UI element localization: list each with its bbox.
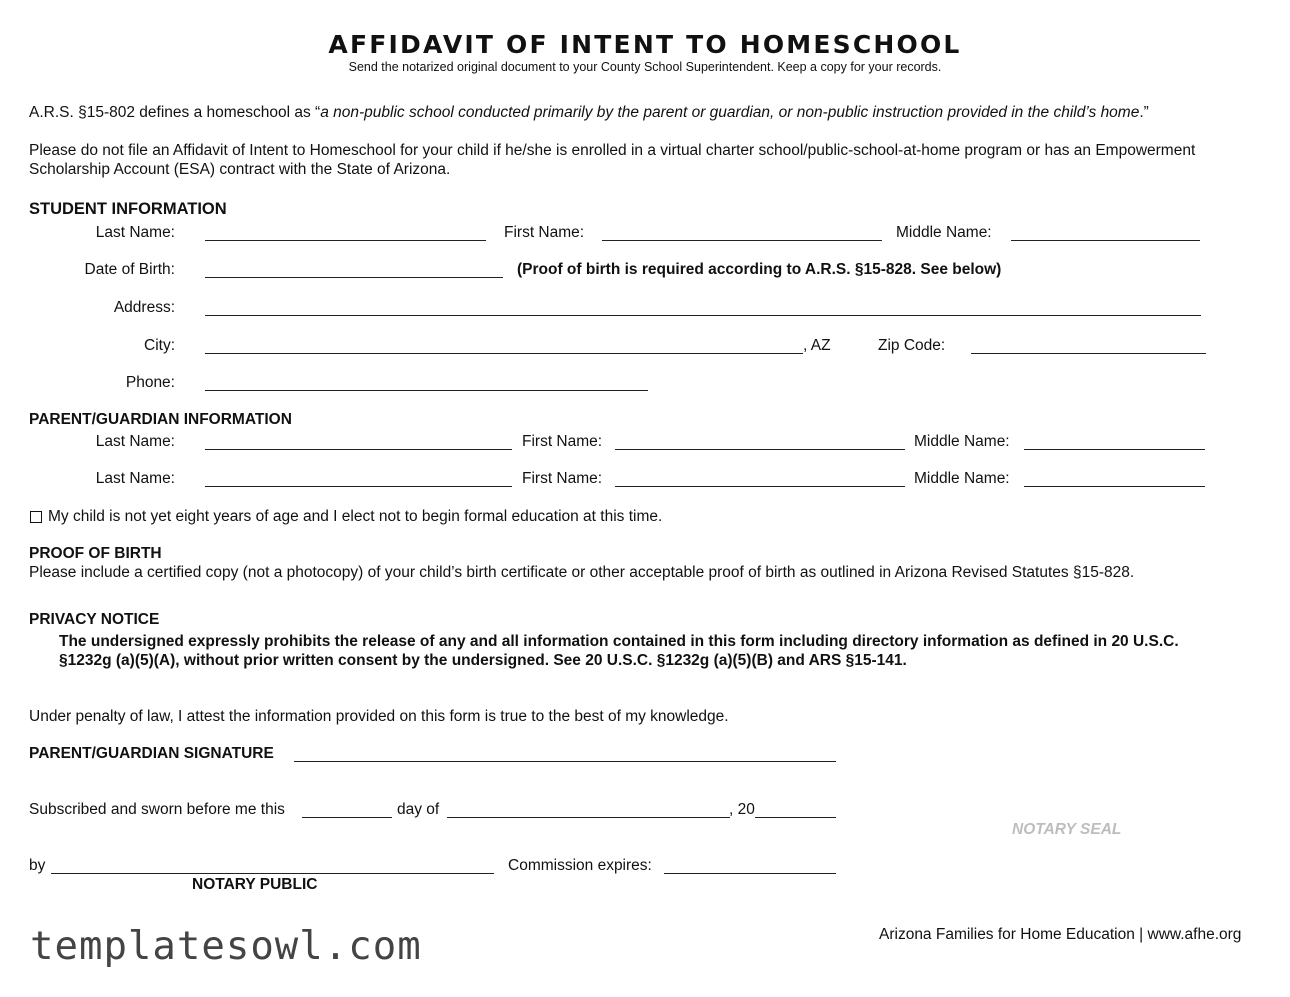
sworn-prefix: Subscribed and sworn before me this — [29, 801, 285, 818]
student-city-field[interactable] — [205, 353, 803, 354]
sworn-year-prefix: , 20 — [729, 801, 755, 818]
student-zip-field[interactable] — [971, 353, 1206, 354]
student-city-label: City: — [144, 337, 175, 354]
student-middle-name-label: Middle Name: — [896, 224, 992, 241]
student-first-name-label: First Name: — [504, 224, 585, 241]
sworn-year-field[interactable] — [755, 817, 836, 818]
privacy-notice-line-2: §1232g (a)(5)(A), without prior written consent by the undersigned. See 20 U.S.C. §1232g (a)(5)(B) and ARS §15-141. — [59, 652, 907, 669]
parent-section-heading: PARENT/GUARDIAN INFORMATION — [29, 411, 292, 428]
privacy-notice-line-1: The undersigned expressly prohibits the release of any and all information contained in this form including directory information as defined in 20 U.S.C. — [59, 633, 1179, 650]
attestation-text: Under penalty of law, I attest the information provided on this form is true to the best of my knowledge. — [29, 708, 729, 725]
parent2-last-name-field[interactable] — [205, 486, 512, 487]
sworn-day-field[interactable] — [302, 817, 392, 818]
notary-seal-label: NOTARY SEAL — [1012, 821, 1122, 838]
notice-line-2: Scholarship Account (ESA) contract with the State of Arizona. — [29, 161, 451, 178]
homeschool-definition — [29, 104, 1149, 122]
form-subtitle: Send the notarized original document to your County School Superintendent. Keep a copy for your records. — [348, 60, 942, 74]
notary-by-label: by — [29, 857, 46, 874]
student-address-label: Address: — [113, 299, 175, 316]
parent1-last-name-field[interactable] — [205, 449, 512, 450]
parent1-middle-name-field[interactable] — [1024, 449, 1205, 450]
definition-suffix: .” — [1139, 104, 1149, 121]
proof-of-birth-heading: PROOF OF BIRTH — [29, 545, 162, 562]
student-middle-name-field[interactable] — [1011, 240, 1200, 241]
student-dob-field[interactable] — [205, 277, 503, 278]
dob-proof-note: (Proof of birth is required according to A.R.S. §15-828. See below) — [517, 261, 1002, 278]
definition-quote: a non-public school conducted primarily by the parent or guardian, or non-public instruction provided in the child’s home — [320, 104, 1140, 121]
signature-label: PARENT/GUARDIAN SIGNATURE — [29, 745, 274, 762]
sworn-day-of: day of — [397, 801, 440, 818]
student-phone-label: Phone: — [125, 374, 175, 391]
parent2-middle-name-field[interactable] — [1024, 486, 1205, 487]
parent1-middle-name-label: Middle Name: — [914, 433, 1010, 450]
age-election-label: My child is not yet eight years of age and I elect not to begin formal education at this time. — [48, 508, 663, 525]
sworn-month-field[interactable] — [447, 817, 730, 818]
commission-label: Commission expires: — [508, 857, 652, 874]
state-suffix: , AZ — [803, 337, 831, 354]
student-address-field[interactable] — [205, 315, 1201, 316]
student-last-name-field[interactable] — [205, 240, 486, 241]
definition-prefix: A.R.S. §15-802 defines a homeschool as “ — [29, 104, 321, 121]
parent1-first-name-label: First Name: — [522, 433, 603, 450]
parent1-last-name-label: Last Name: — [95, 433, 175, 450]
age-election-checkbox[interactable] — [30, 511, 42, 523]
parent2-first-name-label: First Name: — [522, 470, 603, 487]
parent2-first-name-field[interactable] — [615, 486, 905, 487]
parent1-first-name-field[interactable] — [615, 449, 905, 450]
footer-credit: Arizona Families for Home Education | www.afhe.org — [879, 926, 1242, 943]
student-dob-label: Date of Birth: — [84, 261, 175, 278]
student-section-heading: STUDENT INFORMATION — [29, 200, 227, 218]
proof-of-birth-text: Please include a certified copy (not a photocopy) of your child’s birth certificate or other acceptable proof of birth as outlined in Arizona Revised Statutes §15-828. — [29, 564, 1135, 581]
watermark: templatesowl.com — [30, 924, 422, 969]
student-phone-field[interactable] — [205, 390, 648, 391]
student-last-name-label: Last Name: — [95, 224, 175, 241]
student-first-name-field[interactable] — [602, 240, 882, 241]
signature-field[interactable] — [294, 761, 836, 762]
notary-name-field[interactable] — [51, 873, 494, 874]
parent2-last-name-label: Last Name: — [95, 470, 175, 487]
notary-public-label: NOTARY PUBLIC — [192, 876, 318, 893]
privacy-notice-heading: PRIVACY NOTICE — [29, 611, 160, 628]
student-zip-label: Zip Code: — [878, 337, 946, 354]
parent2-middle-name-label: Middle Name: — [914, 470, 1010, 487]
commission-field[interactable] — [664, 873, 836, 874]
form-title: AFFIDAVIT OF INTENT TO HOMESCHOOL — [328, 30, 962, 59]
notice-line-1: Please do not file an Affidavit of Intent to Homeschool for your child if he/she is enrolled in a virtual charter school/public-school-at-home program or has an Empowerment — [29, 142, 1196, 159]
